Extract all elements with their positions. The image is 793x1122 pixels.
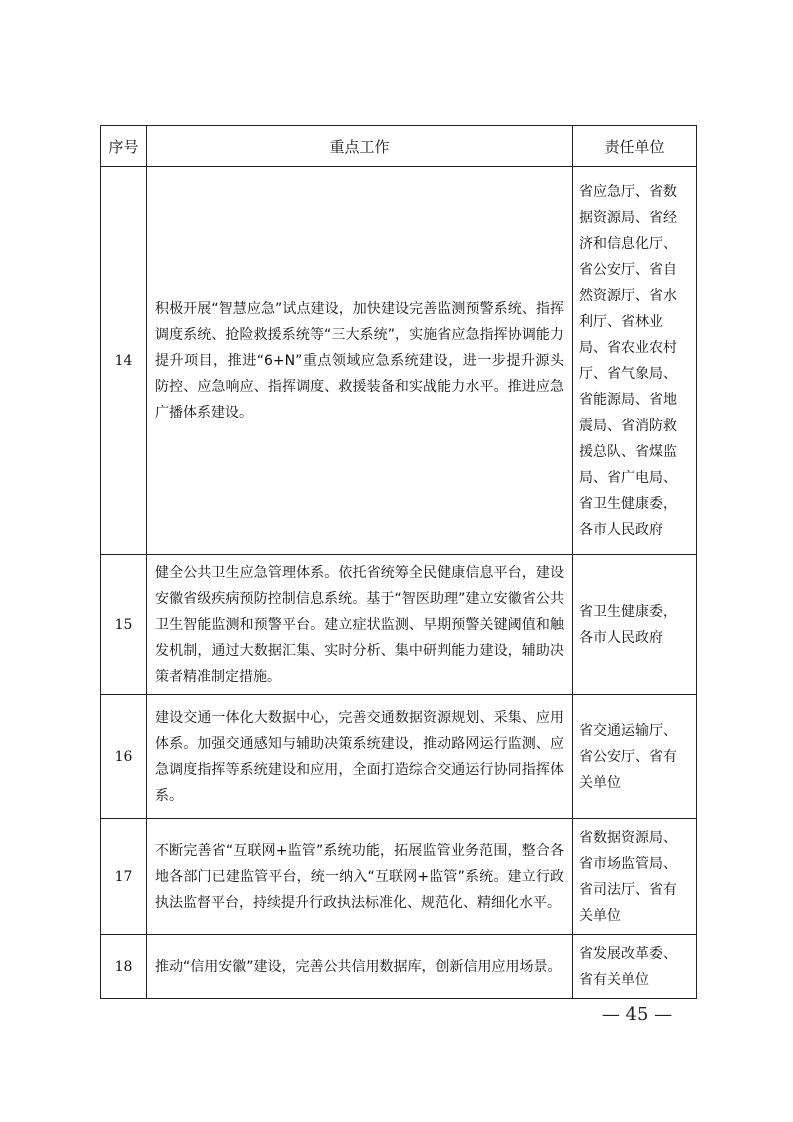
table-row: [101, 695, 697, 819]
table-row: [101, 555, 697, 695]
table-row: [101, 167, 697, 555]
page-number: — 45 —: [601, 1004, 673, 1025]
row-work: 不断完善省“互联网+监管”系统功能，拓展监管业务范围，整合各地各部门已建监管平台，统一纳入“互联网+监管”系统。建立行政执法监督平台，持续提升行政执法标准化、规范化、精细化水平。: [147, 819, 573, 935]
row-unit: 省卫生健康委，各市人民政府: [573, 555, 697, 695]
key-tasks-table: [100, 125, 697, 999]
table-row: [101, 819, 697, 935]
row-number: 14: [101, 167, 147, 555]
row-unit: 省发展改革委、省有关单位: [573, 935, 697, 999]
row-number: 15: [101, 555, 147, 695]
row-number: 18: [101, 935, 147, 999]
row-unit: 省应急厅、省数据资源局、省经济和信息化厅、省公安厅、省自然资源厅、省水利厅、省林业局、省农业农村厅、省气象局、省能源局、省地震局、省消防救援总队、省煤监局、省广电局、省卫生健康委，各市人民政府: [573, 167, 697, 555]
header-key-work: 重点工作: [147, 126, 573, 167]
row-number: 17: [101, 819, 147, 935]
header-responsible-unit: 责任单位: [573, 126, 697, 167]
row-number: 16: [101, 695, 147, 819]
header-serial: 序号: [101, 126, 147, 167]
row-work: 建设交通一体化大数据中心，完善交通数据资源规划、采集、应用体系。加强交通感知与辅助决策系统建设，推动路网运行监测、应急调度指挥等系统建设和应用，全面打造综合交通运行协同指挥体系。: [147, 695, 573, 819]
row-work: 健全公共卫生应急管理体系。依托省统筹全民健康信息平台，建设安徽省级疾病预防控制信息系统。基于“智医助理”建立安徽省公共卫生智能监测和预警平台。建立症状监测、早期预警关键阈值和触发机制，通过大数据汇集、实时分析、集中研判能力建设，辅助决策者精准制定措施。: [147, 555, 573, 695]
table-header-row: [101, 126, 697, 167]
row-unit: 省数据资源局、省市场监管局、省司法厅、省有关单位: [573, 819, 697, 935]
row-work: 推动“信用安徽”建设，完善公共信用数据库，创新信用应用场景。: [147, 935, 573, 999]
table-row: [101, 935, 697, 999]
row-work: 积极开展“智慧应急”试点建设，加快建设完善监测预警系统、指挥调度系统、抢险救援系统等“三大系统”，实施省应急指挥协调能力提升项目，推进“6+N”重点领域应急系统建设，进一步提升源头防控、应急响应、指挥调度、救援装备和实战能力水平。推进应急广播体系建设。: [147, 167, 573, 555]
row-unit: 省交通运输厅、省公安厅、省有关单位: [573, 695, 697, 819]
